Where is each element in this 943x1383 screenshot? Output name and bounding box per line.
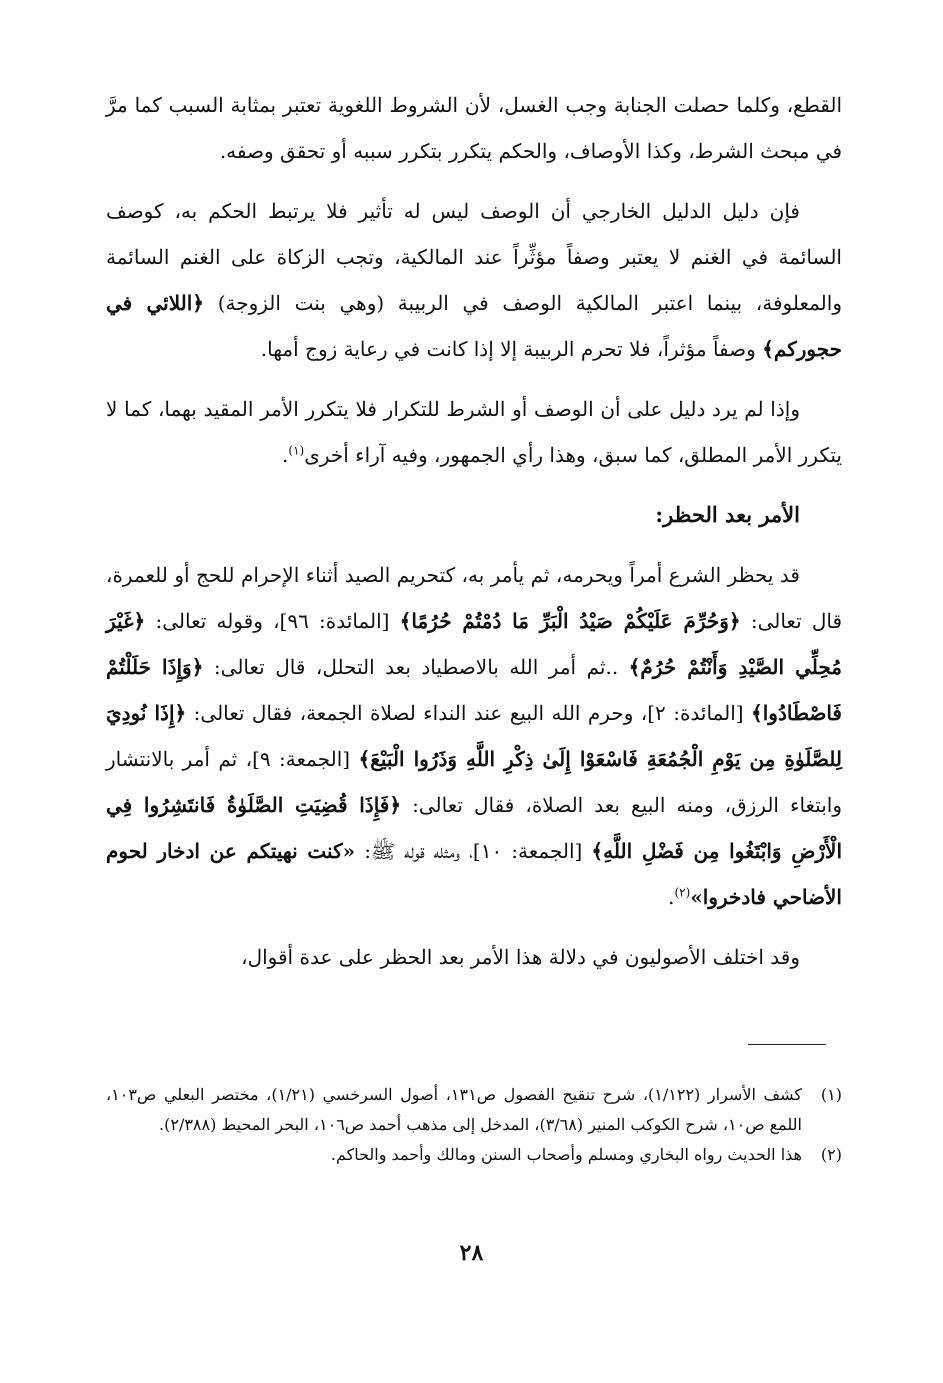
quran-quote: ﴿اللائي في حجوركم﴾ (106, 291, 842, 361)
footnote-1-number: (١) (820, 1085, 842, 1104)
paragraph-4-text-c: ..ثم أمر الله بالاصطياد بعد التحلل، قال تعالى: (213, 655, 619, 679)
paragraph-5 (106, 934, 842, 980)
paragraph-1-text: القطع، وكلما حصلت الجنابة وجب الغسل، لأن الشروط اللغوية تعتبر بمثابة السبب كما مرَّ في مبحث الشرط، وكذا الأوصاف، والحكم يتكرر بتكرر سببه أو تحقق وصفه. (106, 93, 843, 163)
paragraph-3-end: . (282, 443, 289, 467)
quran-quote-3: ﴿وَإِذَا حَلَلْتُمْ فَاصْطَادُوا﴾ (106, 655, 842, 725)
main-text (106, 82, 842, 994)
paragraph-4-text-f: [الجمعة: ١٠]، ومثله قوله ﷺ: (364, 839, 583, 863)
quran-quote-1: ﴿وَحُرِّمَ عَلَيْكُمْ صَيْدُ الْبَرِّ مَا دُمْتُمْ حُرُمًا﴾ (399, 609, 741, 633)
quran-quote-2: ﴿غَيْرَ مُحِلِّي الصَّيْدِ وَأَنْتُمْ حُرُمٌ﴾ (106, 609, 842, 679)
footnotes (106, 1080, 842, 1170)
paragraph-4-end: . (668, 885, 675, 909)
paragraph-3-text: وإذا لم يرد دليل على أن الوصف أو الشرط للتكرار فلا يتكرر الأمر المقيد بهما، كما لا يتكرر الأمر المطلق، كما سبق، وهذا رأي الجمهور، وفيه آراء أخرى (106, 397, 842, 467)
paragraph-5-text: وقد اختلف الأصوليون في دلالة هذا الأمر بعد الحظر على عدة أقوال، (241, 945, 800, 969)
paragraph-4-text-a: قد يحظر الشرع أمراً ويحرمه، ثم يأمر به، كتحريم الصيد أثناء الإحرام للحج أو للعمرة، قال تعالى: (106, 563, 843, 633)
quran-quote-5: ﴿فَإِذَا قُضِيَتِ الصَّلَوٰةُ فَانتَشِرُوا فِي الْأَرْضِ وَابْتَغُوا مِن فَضْلِ اللَّهِ﴾ (106, 793, 843, 863)
quran-quote-4: ﴿إِذَا نُودِيَ لِلصَّلَوٰةِ مِن يَوْمِ الْجُمُعَةِ فَاسْعَوْا إِلَىٰ ذِكْرِ اللَّهِ وَذَرُوا الْبَيْعَ﴾ (106, 701, 842, 771)
paragraph-1 (106, 82, 842, 174)
paragraph-4-text-d: [المائدة: ٢]، وحرم الله البيع عند النداء لصلاة الجمعة، فقال تعالى: (193, 701, 744, 725)
paragraph-4 (106, 552, 842, 920)
hadith-quote: «كنت نهيتكم عن ادخار لحوم الأضاحي فادخروا» (106, 839, 842, 909)
footnote-2-text: هذا الحديث رواه البخاري ومسلم وأصحاب السنن ومالك وأحمد والحاكم. (330, 1145, 802, 1164)
footnote-1 (106, 1080, 842, 1140)
paragraph-4-text-e: [الجمعة: ٩]، ثم أمر بالانتشار وابتغاء الرزق، ومنه البيع بعد الصلاة، فقال تعالى: (106, 747, 842, 817)
footnote-ref-1: (١) (288, 443, 305, 458)
paragraph-3 (106, 386, 842, 478)
footnote-2-number: (٢) (820, 1145, 842, 1164)
paragraph-2-text-b: وصفاً مؤثراً، فلا تحرم الربيبة إلا إذا كانت في رعاية زوج أمها. (260, 337, 756, 361)
footnote-2 (106, 1140, 842, 1170)
footnote-ref-2: (٢) (674, 885, 691, 900)
paragraph-2-text-a: فإن دليل الدليل الخارجي أن الوصف ليس له تأثير فلا يرتبط الحكم به، كوصف السائمة في الغنم لا يعتبر وصفاً مؤثِّراً عند المالكية، وتجب الزكاة على الغنم السائمة والمعلوفة، بينما اعتبر المالكية الوصف في الربيبة (وهي بنت الزوجة) (106, 199, 842, 315)
section-heading: الأمر بعد الحظر: (655, 502, 800, 527)
paragraph-4-text-b: [المائدة: ٩٦]، وقوله تعالى: (155, 609, 390, 633)
page-number: ٢٨ (459, 1240, 484, 1266)
footnote-separator (748, 1044, 826, 1045)
footnote-1-text: كشف الأسرار (١/١٢٢)، شرح تنقيح الفصول ص١٣١، أصول السرخسي (١/٢١)، مختصر البعلي ص١٠٣، اللمع ص١٠، شرح الكوكب المنير (٣/٦٨)، المدخل إلى مذهب أحمد ص١٠٦، البحر المحيط (٢/٣٨٨). (106, 1085, 802, 1134)
paragraph-2 (106, 188, 842, 372)
